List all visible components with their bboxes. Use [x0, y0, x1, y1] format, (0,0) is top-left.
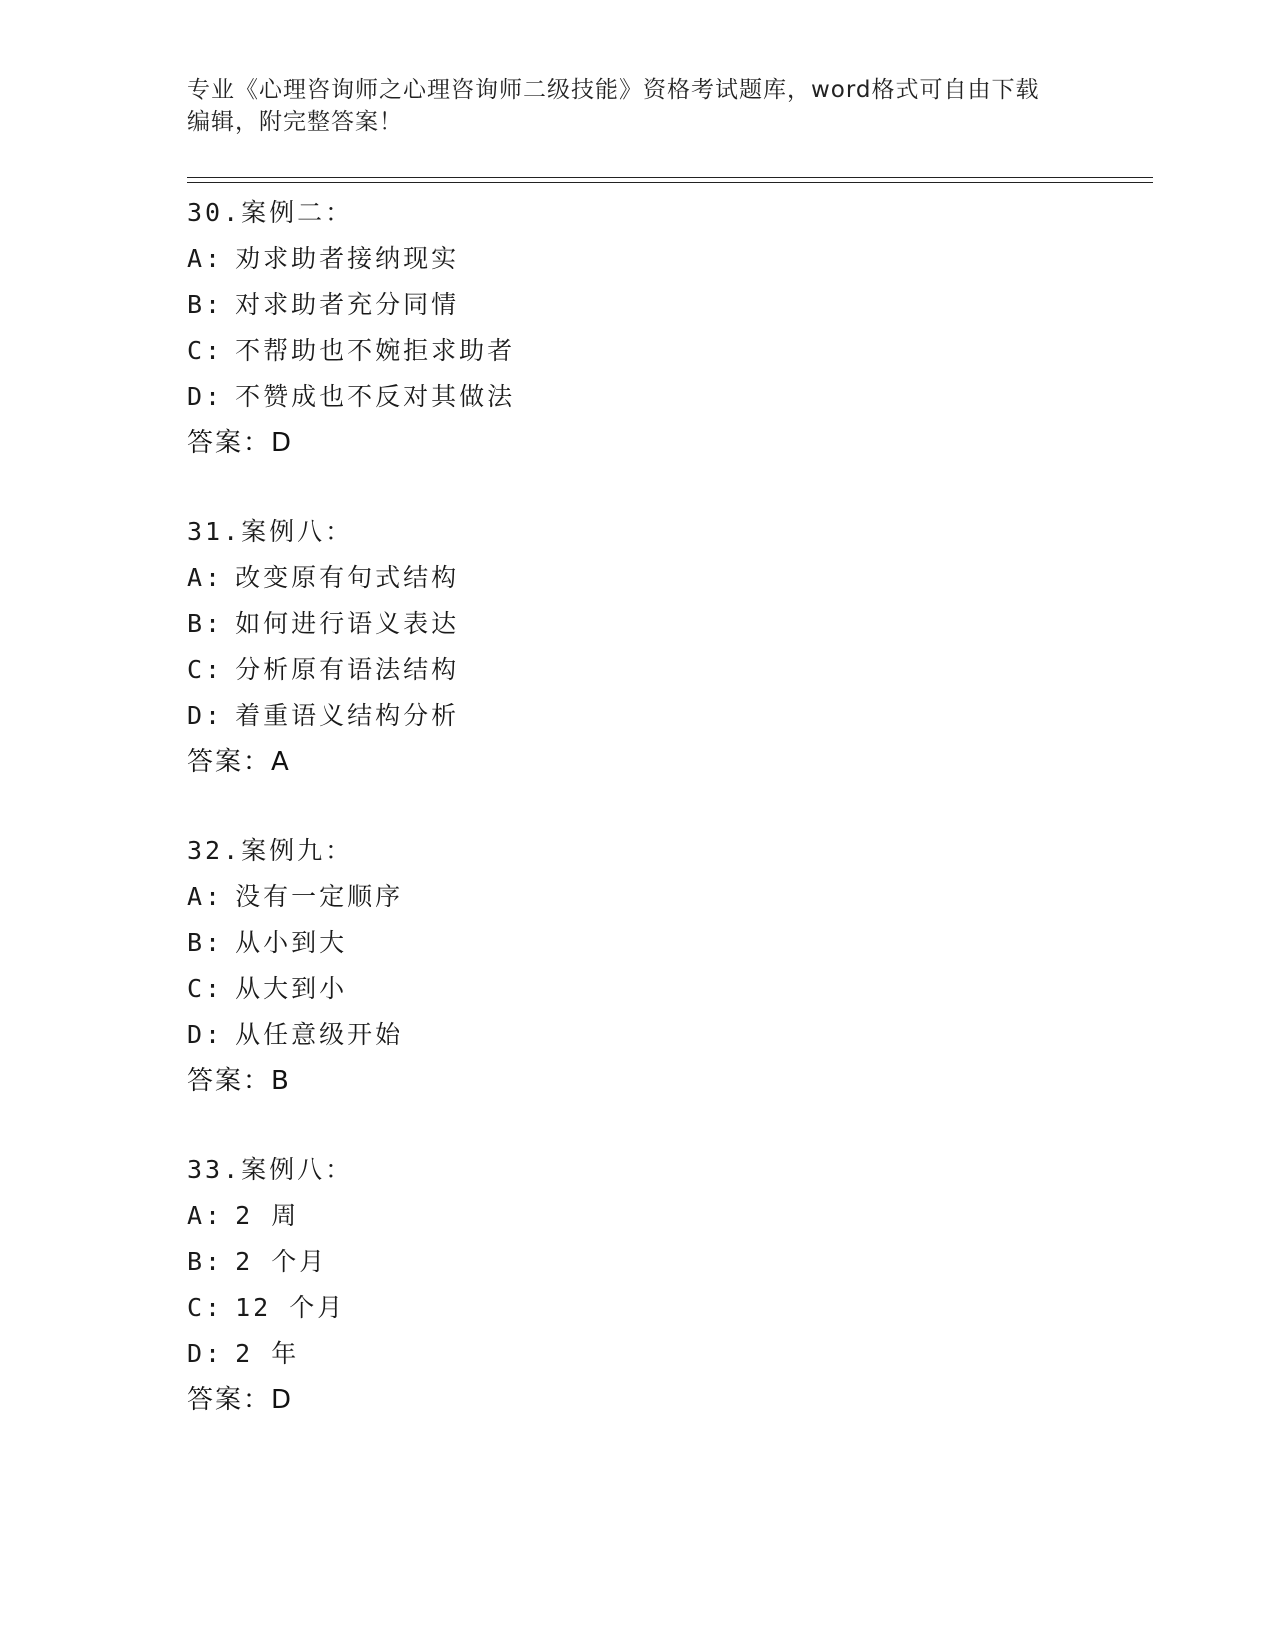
option-text: 不帮助也不婉拒求助者	[235, 336, 516, 365]
question-31	[187, 509, 1153, 785]
answer-line: 答案：B	[187, 1066, 291, 1096]
option-key: D:	[187, 1020, 224, 1049]
option-key: B:	[187, 1247, 224, 1276]
option-text: 分析原有语法结构	[235, 655, 460, 684]
option-key: C:	[187, 655, 224, 684]
option-key: B:	[187, 290, 224, 319]
question-list	[187, 190, 1153, 1466]
option-a	[187, 555, 1153, 601]
option-text: 从任意级开始	[235, 1020, 404, 1049]
option-d	[187, 693, 1153, 739]
option-text: 着重语义结构分析	[235, 701, 460, 730]
option-text: 从大到小	[235, 974, 348, 1003]
option-text: 12 个月	[235, 1293, 346, 1322]
option-key: C:	[187, 336, 224, 365]
option-text: 2 个月	[235, 1247, 328, 1276]
answer-line: 答案：A	[187, 747, 291, 777]
option-key: A:	[187, 563, 224, 592]
question-stem: 30.案例二：	[187, 198, 354, 227]
question-30	[187, 190, 1153, 466]
question-stem: 31.案例八：	[187, 517, 354, 546]
option-key: B:	[187, 928, 224, 957]
option-key: D:	[187, 382, 224, 411]
option-c	[187, 647, 1153, 693]
option-a	[187, 874, 1153, 920]
option-d	[187, 1012, 1153, 1058]
option-key: B:	[187, 609, 224, 638]
option-text: 不赞成也不反对其做法	[235, 382, 516, 411]
option-text: 改变原有句式结构	[235, 563, 460, 592]
header-divider-top	[187, 177, 1153, 178]
question-33	[187, 1147, 1153, 1423]
option-a	[187, 236, 1153, 282]
answer-line: 答案：D	[187, 428, 294, 458]
document-header	[187, 74, 1087, 138]
question-32	[187, 828, 1153, 1104]
option-key: C:	[187, 1293, 224, 1322]
option-text: 2 年	[235, 1339, 300, 1368]
option-key: D:	[187, 701, 224, 730]
option-text: 没有一定顺序	[235, 882, 404, 911]
header-line-1: 专业《心理咨询师之心理咨询师二级技能》资格考试题库，word格式可自由下载	[187, 77, 1040, 103]
option-c	[187, 966, 1153, 1012]
header-line-2: 编辑，附完整答案！	[187, 109, 403, 135]
answer-line: 答案：D	[187, 1385, 294, 1415]
option-text: 如何进行语义表达	[235, 609, 460, 638]
question-stem: 32.案例九：	[187, 836, 354, 865]
header-divider-bottom	[187, 182, 1153, 183]
option-key: D:	[187, 1339, 224, 1368]
option-b	[187, 920, 1153, 966]
option-text: 从小到大	[235, 928, 348, 957]
option-key: A:	[187, 244, 224, 273]
option-key: A:	[187, 1201, 224, 1230]
option-d	[187, 374, 1153, 420]
option-text: 劝求助者接纳现实	[235, 244, 460, 273]
option-a	[187, 1193, 1153, 1239]
option-b	[187, 282, 1153, 328]
option-text: 2 周	[235, 1201, 300, 1230]
option-key: A:	[187, 882, 224, 911]
option-c	[187, 1285, 1153, 1331]
option-b	[187, 601, 1153, 647]
option-text: 对求助者充分同情	[235, 290, 460, 319]
option-key: C:	[187, 974, 224, 1003]
option-b	[187, 1239, 1153, 1285]
option-c	[187, 328, 1153, 374]
question-stem: 33.案例八：	[187, 1155, 354, 1184]
option-d	[187, 1331, 1153, 1377]
